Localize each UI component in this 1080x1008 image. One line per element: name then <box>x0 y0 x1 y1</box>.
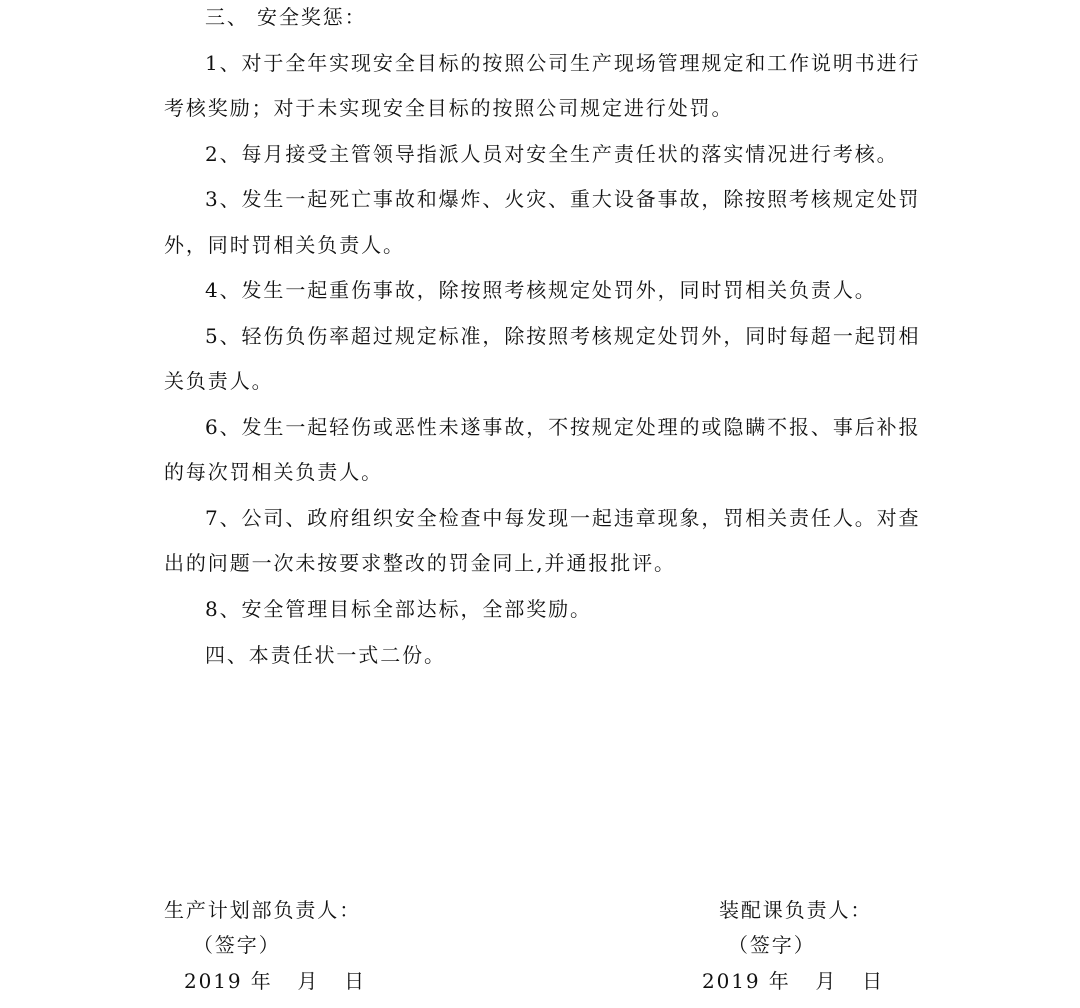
item-5-line-1: 5、轻伤负伤率超过规定标准，除按照考核规定处罚外，同时每超一起罚相 <box>205 324 921 348</box>
item-6-line-2: 的每次罚相关负责人。 <box>164 460 383 484</box>
left-signature-sign: （签字） <box>193 933 281 957</box>
item-8-line-1: 8、安全管理目标全部达标，全部奖励。 <box>205 597 592 621</box>
left-signature-date: 2019 年 月 日 <box>184 969 367 993</box>
item-1-line-1: 1、对于全年实现安全目标的按照公司生产现场管理规定和工作说明书进行 <box>205 51 921 75</box>
section-heading: 三、 安全奖惩： <box>205 5 367 29</box>
item-7-line-2: 出的问题一次未按要求整改的罚金同上,并通报批评。 <box>164 551 676 575</box>
item-3-line-2: 外，同时罚相关负责人。 <box>164 233 405 257</box>
item-1-line-2: 考核奖励；对于未实现安全目标的按照公司规定进行处罚。 <box>164 96 734 120</box>
right-signature-title: 装配课负责人： <box>719 898 873 922</box>
item-4-line-1: 4、发生一起重伤事故，除按照考核规定处罚外，同时罚相关负责人。 <box>205 278 877 302</box>
item-7-line-1: 7、公司、政府组织安全检查中每发现一起违章现象，罚相关责任人。对查 <box>205 506 921 530</box>
left-signature-title: 生产计划部负责人： <box>164 898 362 922</box>
item-6-line-1: 6、发生一起轻伤或恶性未遂事故，不按规定处理的或隐瞒不报、事后补报 <box>205 415 921 439</box>
closing-line: 四、本责任状一式二份。 <box>205 643 446 667</box>
right-signature-sign: （签字） <box>728 933 816 957</box>
right-signature-date: 2019 年 月 日 <box>702 969 885 993</box>
item-5-line-2: 关负责人。 <box>164 369 274 393</box>
item-2-line-1: 2、每月接受主管领导指派人员对安全生产责任状的落实情况进行考核。 <box>205 142 899 166</box>
item-3-line-1: 3、发生一起死亡事故和爆炸、火灾、重大设备事故，除按照考核规定处罚 <box>205 187 921 211</box>
